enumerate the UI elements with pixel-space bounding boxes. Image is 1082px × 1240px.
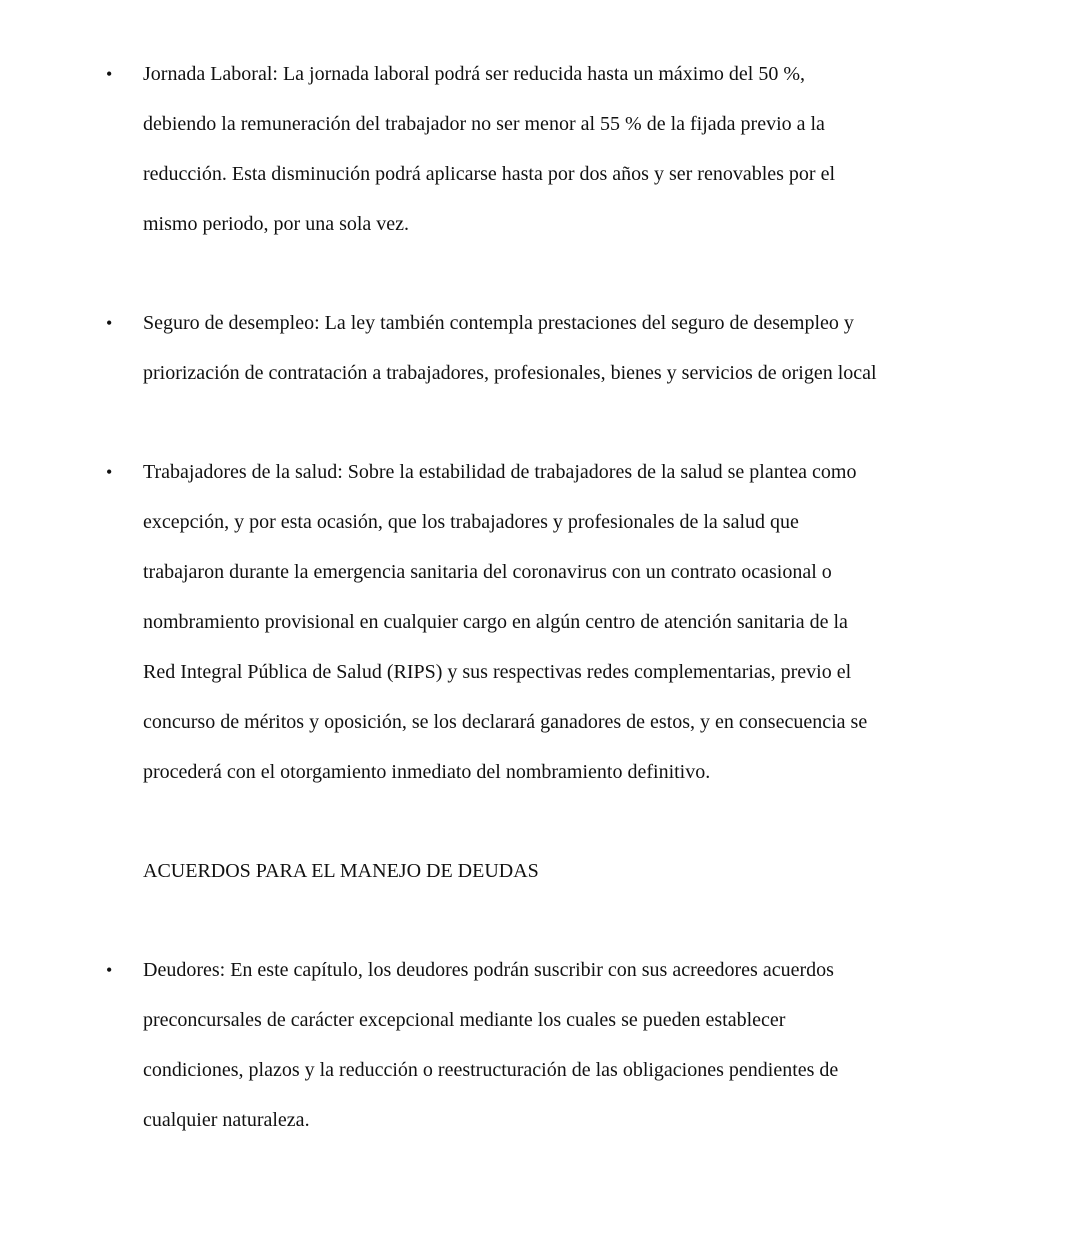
text-line: concurso de méritos y oposición, se los declarará ganadores de estos, y en consecuencia se: [143, 711, 868, 733]
text-line: nombramiento provisional en cualquier cargo en algún centro de atención sanitaria de la: [143, 611, 848, 633]
text-line: preconcursales de carácter excepcional mediante los cuales se pueden establecer: [143, 1009, 786, 1031]
text-line: trabajaron durante la emergencia sanitaria del coronavirus con un contrato ocasional o: [143, 561, 832, 583]
text-line: priorización de contratación a trabajadores, profesionales, bienes y servicios de origen local: [143, 362, 877, 384]
section-heading-text: ACUERDOS PARA EL MANEJO DE DEUDAS: [143, 860, 539, 882]
text-line: procederá con el otorgamiento inmediato del nombramiento definitivo.: [143, 761, 711, 783]
bullet-marker: •: [106, 960, 113, 980]
list-item-deudores: [143, 945, 963, 1145]
bullet-marker: •: [106, 64, 113, 84]
list-item-jornada-laboral: [143, 49, 963, 249]
text-line: mismo periodo, por una sola vez.: [143, 213, 410, 235]
text-line: Seguro de desempleo: La ley también contempla prestaciones del seguro de desempleo y: [143, 312, 854, 334]
bullet-marker: •: [106, 462, 113, 482]
text-line: reducción. Esta disminución podrá aplicarse hasta por dos años y ser renovables por el: [143, 163, 836, 185]
text-line: condiciones, plazos y la reducción o reestructuración de las obligaciones pendientes de: [143, 1059, 839, 1081]
text-line: Red Integral Pública de Salud (RIPS) y sus respectivas redes complementarias, previo el: [143, 661, 852, 683]
text-line: debiendo la remuneración del trabajador no ser menor al 55 % de la fijada previo a la: [143, 113, 825, 135]
bullet-marker: •: [106, 313, 113, 333]
text-line: excepción, y por esta ocasión, que los trabajadores y profesionales de la salud que: [143, 511, 799, 533]
text-line: Trabajadores de la salud: Sobre la estabilidad de trabajadores de la salud se plantea como: [143, 461, 857, 483]
text-line: cualquier naturaleza.: [143, 1109, 310, 1131]
list-item-seguro-desempleo: [143, 298, 963, 398]
text-line: Deudores: En este capítulo, los deudores podrán suscribir con sus acreedores acuerdos: [143, 959, 834, 981]
list-item-trabajadores-salud: [143, 447, 963, 797]
section-heading: [143, 846, 963, 896]
text-line: Jornada Laboral: La jornada laboral podrá ser reducida hasta un máximo del 50 %,: [143, 63, 805, 85]
